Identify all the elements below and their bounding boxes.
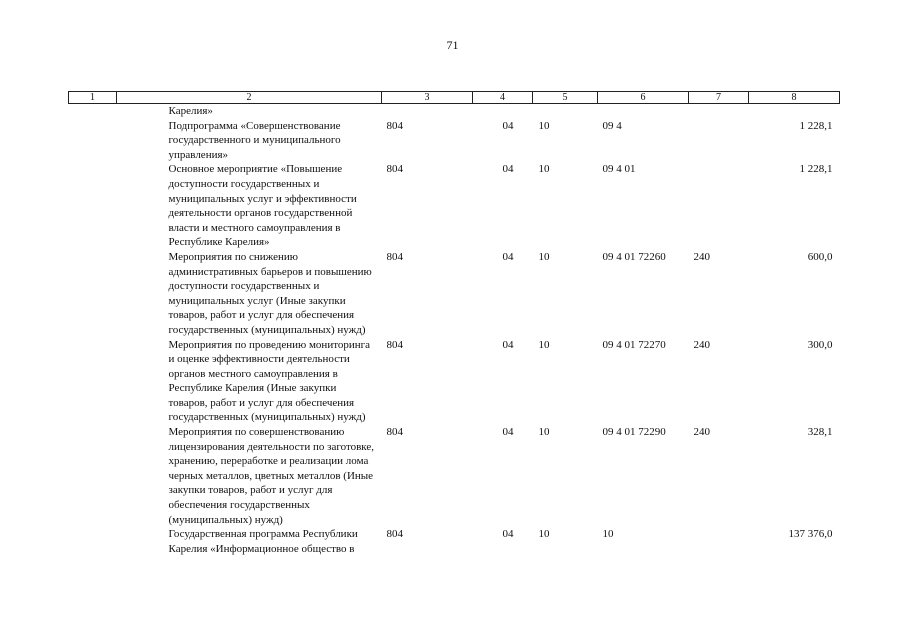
table-body xyxy=(69,104,840,557)
column-header-3: 3 xyxy=(382,92,473,104)
section-code-cell: 04 xyxy=(502,426,514,439)
item-name-cell: Мероприятия по совершенствованию лицензирования деятельности по заготовке, хранению, переработке и реализации лома черных металлов, цветных металлов (Иные закупки товаров, работ и услуг для обеспечения государственных (муниципальных) нужд) xyxy=(168,426,375,526)
row-number-cell xyxy=(69,527,117,556)
department-code-cell: 804 xyxy=(386,426,403,439)
item-name-cell: Карелия» xyxy=(168,105,213,117)
row-number-cell xyxy=(69,338,117,426)
subsection-code-cell: 10 xyxy=(538,119,550,132)
subsection-code-cell: 10 xyxy=(538,163,550,176)
table-row xyxy=(69,250,840,338)
section-code-cell: 04 xyxy=(502,338,514,351)
target-article-cell: 09 4 xyxy=(602,119,622,132)
table-row xyxy=(69,119,840,163)
section-code-cell: 04 xyxy=(502,163,514,176)
amount-cell: 1 228,1 xyxy=(799,119,833,132)
table-row xyxy=(69,338,840,426)
amount-cell: 328,1 xyxy=(807,426,833,439)
department-code-cell: 804 xyxy=(386,163,403,176)
amount-cell: 1 228,1 xyxy=(799,163,833,176)
section-code-cell: 04 xyxy=(502,119,514,132)
section-code-cell: 04 xyxy=(502,250,514,263)
subsection-code-cell: 10 xyxy=(538,338,550,351)
target-article-cell: 09 4 01 72270 xyxy=(602,338,666,351)
department-code-cell: 804 xyxy=(386,119,403,132)
column-header-6: 6 xyxy=(598,92,689,104)
expense-type-cell xyxy=(689,119,749,163)
column-header-1: 1 xyxy=(69,92,117,104)
expense-type-cell xyxy=(689,527,749,556)
subsection-code-cell: 10 xyxy=(538,250,550,263)
table-row xyxy=(69,162,840,250)
section-code-cell: 04 xyxy=(502,528,514,541)
table-row xyxy=(69,104,840,119)
amount-cell: 600,0 xyxy=(807,250,833,263)
table-row xyxy=(69,527,840,556)
column-header-4: 4 xyxy=(473,92,533,104)
expense-type-cell xyxy=(689,104,749,119)
target-article-cell: 09 4 01 72260 xyxy=(602,250,666,263)
row-number-cell xyxy=(69,425,117,527)
subsection-code-cell: 10 xyxy=(538,426,550,439)
expense-type-cell: 240 xyxy=(693,426,710,439)
column-header-5: 5 xyxy=(533,92,598,104)
section-code-cell xyxy=(473,104,533,119)
target-article-cell xyxy=(598,104,689,119)
expense-type-cell: 240 xyxy=(693,250,710,263)
amount-cell: 137 376,0 xyxy=(788,528,833,541)
row-number-cell xyxy=(69,250,117,338)
page-number: 71 xyxy=(446,38,459,52)
expense-type-cell xyxy=(689,162,749,250)
department-code-cell xyxy=(382,104,473,119)
target-article-cell: 09 4 01 72290 xyxy=(602,426,666,439)
column-header-8: 8 xyxy=(749,92,840,104)
item-name-cell: Мероприятия по снижению административных барьеров и повышению доступности государственных и муниципальных услуг (Иные закупки товаров, работ и услуг для обеспечения государственных (муниципальных) нужд) xyxy=(168,250,372,336)
department-code-cell: 804 xyxy=(386,338,403,351)
amount-cell: 300,0 xyxy=(807,338,833,351)
target-article-cell: 09 4 01 xyxy=(602,163,636,176)
item-name-cell: Мероприятия по проведению мониторинга и оценке эффективности деятельности органов местного самоуправления в Республике Карелия (Иные закупки товаров, работ и услуг для обеспечения государственных (муниципальных) нужд) xyxy=(168,338,371,424)
row-number-cell xyxy=(69,162,117,250)
item-name-cell: Государственная программа Республики Карелия «Информационное общество в xyxy=(168,528,358,555)
subsection-code-cell xyxy=(533,104,598,119)
amount-cell xyxy=(749,104,840,119)
department-code-cell: 804 xyxy=(386,250,403,263)
row-number-cell xyxy=(69,104,117,119)
row-number-cell xyxy=(69,119,117,163)
table-header xyxy=(69,92,840,104)
header-row xyxy=(69,92,840,104)
subsection-code-cell: 10 xyxy=(538,528,550,541)
column-header-2: 2 xyxy=(117,92,382,104)
column-header-7: 7 xyxy=(689,92,749,104)
item-name-cell: Подпрограмма «Совершенствование государственного и муниципального управления» xyxy=(168,119,341,161)
department-code-cell: 804 xyxy=(386,528,403,541)
target-article-cell: 10 xyxy=(602,528,614,541)
budget-table xyxy=(68,91,840,556)
item-name-cell: Основное мероприятие «Повышение доступности государственных и муниципальных услуг и эффективности деятельности органов государственной власти и местного самоуправления в Республике Карелия» xyxy=(168,163,357,249)
expense-type-cell: 240 xyxy=(693,338,710,351)
table-row xyxy=(69,425,840,527)
